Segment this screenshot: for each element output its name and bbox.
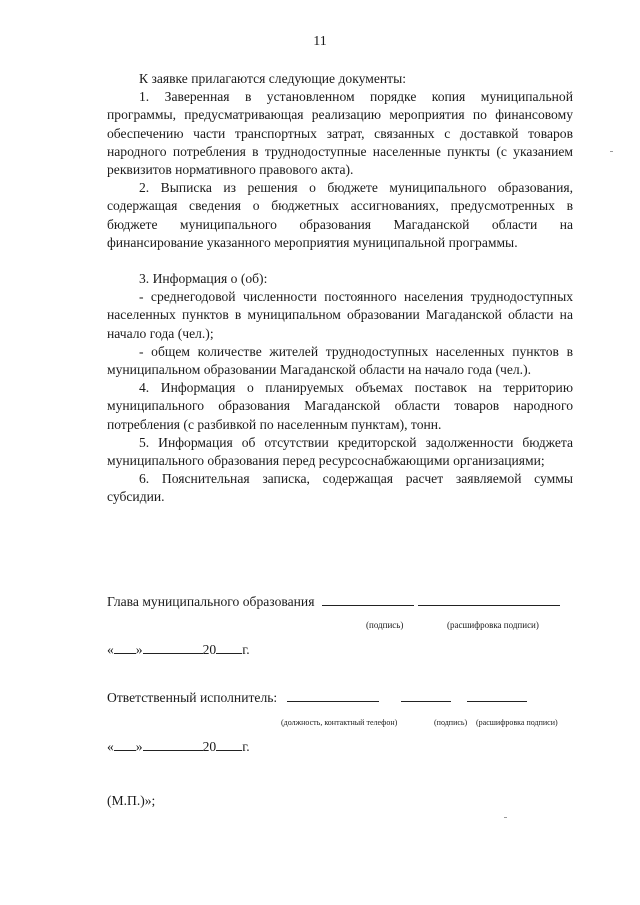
item-1: 1. Заверенная в установленном порядке копия муниципальной программы, предусматривающая реализацию мероприятия по финансовому обеспечению части транспортных затрат, связанных с доставкой товаров народного потребления в труднодоступные населенные пункты (с указанием реквизитов нормативного правового акта).: [107, 89, 573, 178]
month-field-2[interactable]: [143, 740, 203, 751]
day-field-1[interactable]: [114, 643, 136, 654]
item-4: 4. Информация о планируемых объемах поставок на территорию муниципального образования Магаданской области товаров народного потребления (с разбивкой по населенным пунктам), тонн.: [107, 380, 573, 432]
margin-mark: [504, 817, 507, 818]
day-field-2[interactable]: [114, 740, 136, 751]
executor-decoding-field[interactable]: [467, 691, 527, 702]
item-2: 2. Выписка из решения о бюджете муниципального образования, содержащая сведения о бюджетных ассигнованиях, предусмотренных в бюджете муниципального образования Магаданской области на финансирование указанного мероприятия муниципальной программы.: [107, 180, 573, 250]
item-3-heading: 3. Информация о (об):: [139, 271, 268, 287]
date-line-1: « » 20 г.: [107, 642, 250, 657]
executor-caption-decoding: (расшифровка подписи): [476, 718, 558, 727]
year-field-2[interactable]: [216, 740, 242, 751]
page-number: 11: [313, 34, 327, 49]
stamp-place: (М.П.)»;: [107, 793, 156, 808]
date-line-2: « » 20 г.: [107, 739, 250, 754]
executor-label: Ответственный исполнитель:: [107, 690, 278, 705]
item-3-sub-1: - среднегодовой численности постоянного населения труднодоступных населенных пунктов в муниципальном образовании Магаданской области на начало года (чел.);: [107, 289, 573, 341]
month-field-1[interactable]: [143, 643, 203, 654]
document-body: [107, 70, 573, 507]
head-signature-row: [107, 594, 560, 610]
executor-signature-field[interactable]: [401, 691, 451, 702]
item-5: 5. Информация об отсутствии кредиторской задолженности бюджета муниципального образования перед ресурсоснабжающими организациями;: [107, 434, 573, 469]
head-signature-label: Глава муниципального образования: [107, 594, 315, 609]
item-3-sub-2: - общем количестве жителей труднодоступных населенных пунктов в муниципальном образовании Магаданской области на начало года (чел.).: [107, 343, 573, 378]
year-field-1[interactable]: [216, 643, 242, 654]
executor-caption-position: (должность, контактный телефон): [281, 718, 398, 727]
executor-row: [107, 690, 527, 706]
head-caption-decoding: (расшифровка подписи): [447, 620, 539, 630]
executor-caption-signature: (подпись): [434, 718, 468, 727]
margin-mark: [610, 151, 613, 152]
head-decoding-field[interactable]: [418, 595, 560, 606]
head-caption-signature: (подпись): [366, 620, 404, 630]
intro-line: К заявке прилагаются следующие документы:: [139, 71, 406, 86]
item-6: 6. Пояснительная записка, содержащая расчет заявляемой суммы субсидии.: [107, 471, 573, 505]
executor-position-field[interactable]: [287, 691, 379, 702]
head-signature-field[interactable]: [322, 595, 414, 606]
